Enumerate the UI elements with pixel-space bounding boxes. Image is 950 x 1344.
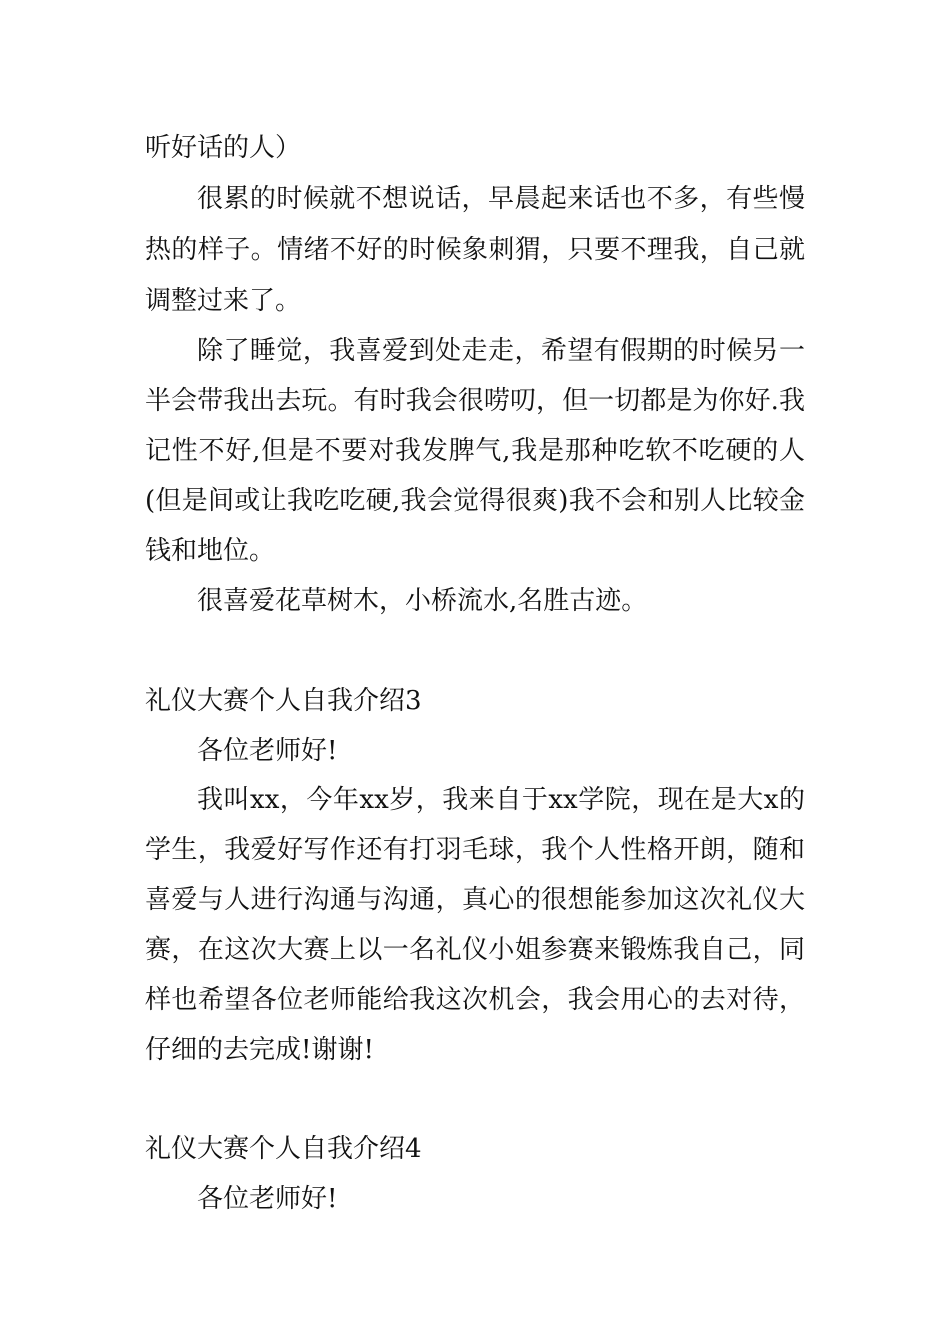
paragraph-line: 很喜爱花草树木，小桥流水,名胜古迹。 bbox=[197, 586, 648, 616]
paragraph-line: 听好话的人） bbox=[145, 133, 302, 163]
greeting-line: 各位老师好! bbox=[197, 736, 338, 766]
paragraph-line: 调整过来了。 bbox=[145, 286, 302, 316]
paragraph-line: 记性不好,但是不要对我发脾气,我是那种吃软不吃硬的人 bbox=[145, 436, 805, 466]
paragraph-line: 钱和地位。 bbox=[145, 536, 276, 566]
paragraph-line: 样也希望各位老师能给我这次机会，我会用心的去对待， bbox=[145, 985, 805, 1015]
paragraph-line: 除了睡觉，我喜爱到处走走，希望有假期的时候另一 bbox=[197, 336, 805, 366]
paragraph-line: 我叫xx，今年xx岁，我来自于xx学院，现在是大x的 bbox=[197, 785, 805, 815]
greeting-line: 各位老师好! bbox=[197, 1184, 338, 1214]
paragraph-line: 半会带我出去玩。有时我会很唠叨，但一切都是为你好.我 bbox=[145, 386, 805, 416]
paragraph-line: 热的样子。情绪不好的时候象刺猬，只要不理我，自己就 bbox=[145, 235, 805, 265]
section-heading: 礼仪大赛个人自我介绍3 bbox=[145, 686, 422, 716]
paragraph-line: 学生，我爱好写作还有打羽毛球，我个人性格开朗，随和 bbox=[145, 835, 805, 865]
paragraph-line: (但是间或让我吃吃硬,我会觉得很爽)我不会和别人比较金 bbox=[145, 486, 805, 516]
section-heading: 礼仪大赛个人自我介绍4 bbox=[145, 1134, 422, 1164]
paragraph-line: 仔细的去完成!谢谢! bbox=[145, 1035, 374, 1065]
paragraph-line: 很累的时候就不想说话，早晨起来话也不多，有些慢 bbox=[197, 184, 805, 214]
paragraph-line: 喜爱与人进行沟通与沟通，真心的很想能参加这次礼仪大 bbox=[145, 885, 805, 915]
paragraph-line: 赛，在这次大赛上以一名礼仪小姐参赛来锻炼我自己，同 bbox=[145, 935, 805, 965]
